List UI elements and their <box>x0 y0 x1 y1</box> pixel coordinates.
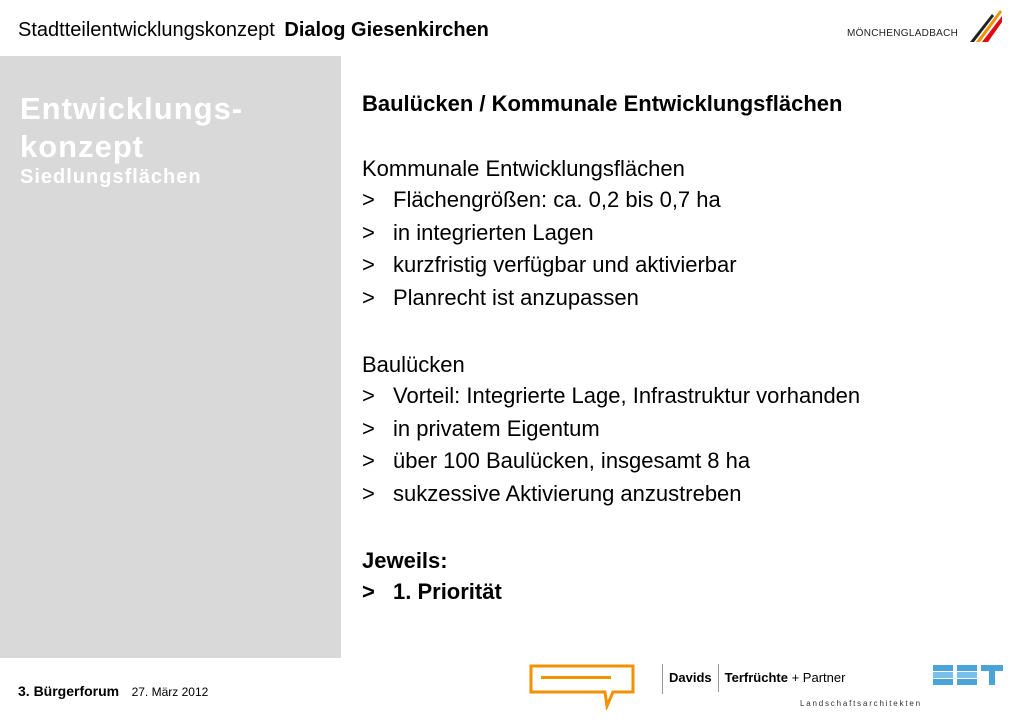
sidebar-subtitle: Siedlungsflächen <box>20 166 202 188</box>
list-item: > Planrecht ist anzupassen <box>362 284 639 310</box>
partner-name-3: + Partner <box>791 670 846 685</box>
section-heading: Baulücken <box>362 352 465 377</box>
header-title <box>18 19 489 42</box>
section-heading: Kommunale Entwicklungsflächen <box>362 156 685 181</box>
city-logo <box>847 8 1002 48</box>
list-item: > sukzessive Aktivierung anzustreben <box>362 480 742 506</box>
sst-logo-icon <box>933 663 1005 687</box>
list-item: > Flächengrößen: ca. 0,2 bis 0,7 ha <box>362 187 721 212</box>
footer-date: 27. März 2012 <box>131 685 209 699</box>
sidebar-title-line1: Entwicklungs- <box>20 91 244 126</box>
list-item: > über 100 Baulücken, insgesamt 8 ha <box>362 448 751 473</box>
partner-name-2: Terfrüchte <box>724 670 788 685</box>
city-logo-text: MÖNCHENGLADBACH <box>847 28 959 39</box>
list-item: > kurzfristig verfügbar und aktivierbar <box>362 252 737 277</box>
section-heading: Jeweils: <box>362 548 448 573</box>
footer-info <box>18 683 208 701</box>
section-kommunale <box>362 154 1012 314</box>
list-item: > in integrierten Lagen <box>362 219 594 245</box>
partner-name-1: Davids <box>663 664 719 692</box>
footer-forum: 3. Bürgerforum <box>18 683 120 699</box>
partner-caption: Landschaftsarchitekten <box>800 699 922 708</box>
partner-logo <box>662 664 845 694</box>
header-title-bold: Dialog Giesenkirchen <box>284 19 489 41</box>
sidebar-panel <box>0 56 341 658</box>
speech-bubble-logo-icon <box>527 662 637 710</box>
list-item: > in privatem Eigentum <box>362 415 600 441</box>
list-item: > 1. Priorität <box>362 579 502 604</box>
section-jeweils <box>362 546 1012 609</box>
city-logo-stripes-icon <box>962 8 1002 42</box>
main-content <box>362 90 1012 609</box>
section-baulucken <box>362 350 1012 510</box>
header-title-regular: Stadtteilentwicklungskonzept <box>18 19 275 41</box>
list-item: > Vorteil: Integrierte Lage, Infrastruktur vorhanden <box>362 383 861 408</box>
sidebar-title-line2: konzept <box>20 129 145 164</box>
page-title: Baulücken / Kommunale Entwicklungsflächen <box>362 91 843 116</box>
sidebar-title <box>20 90 243 166</box>
